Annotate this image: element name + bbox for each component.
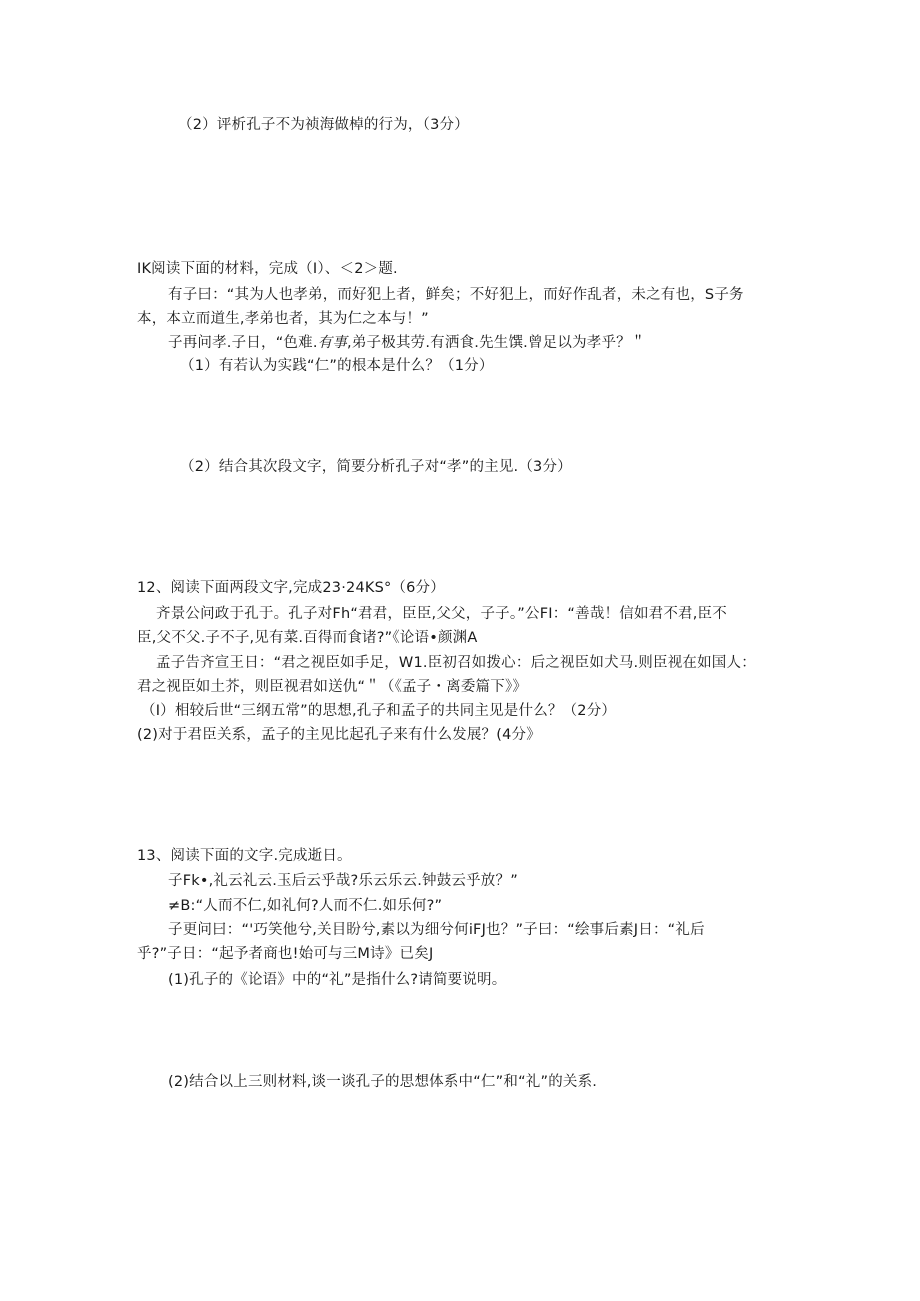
q-ik-passage1-line1: 有子曰：“其为人也孝弟，而好犯上者，鲜矣；不好犯上，而好作乱者，未之有也，S子务 [168, 287, 744, 303]
q13-line3: 子更问曰：“'巧笑他兮,关目盼兮,素以为细兮何iFJ也？”子曰：“绘事后素J日：“礼后 [168, 922, 705, 938]
q-ik-passage1-line2: 本，本立而道生,孝弟也者，其为仁之本与！” [137, 311, 429, 327]
q-ik-passage2-b: ,弟子极其劳.有洒食.先生馔.曾足以为孝乎？＂ [347, 335, 646, 351]
q12-para2-line2: 君之视臣如土芥，则臣视君如送仇“＂（《孟子・离委篇下》》 [137, 679, 528, 695]
q13-part1: (1)孔子的《论语》中的“礼”是指什么?请简要说明。 [168, 972, 507, 988]
q13-line4: 乎?”子日：“起予者商也!始可与三M诗》已矣J [137, 946, 434, 962]
q-ik-heading: IK阅读下面的材料，完成（I）、＜2＞题. [137, 261, 398, 277]
q13-heading: 13、阅读下面的文字.完成逝日。 [137, 848, 352, 864]
q12-para1-line2: 臣,父不父.子不子,见有菜.百得而食诸?”《论语•颜渊A [137, 630, 478, 646]
q13-part2: (2)结合以上三则材料,谈一谈孔子的思想体系中“仁”和“礼”的关系. [168, 1074, 598, 1090]
q12-para1-line1: 齐景公问政于孔于。孔子对Fh“君君，臣臣,父父，子子。”公FI：“善哉！信如君不君,臣不 [156, 606, 727, 622]
q-ik-part1: （1）有若认为实践“仁”的根本是什么？（1分） [180, 358, 494, 374]
q-ik-passage2-a: 子再问孝.子日，“色难. [168, 335, 318, 351]
q-ik-passage2-italic: 有事 [317, 335, 348, 351]
q-ik-part2: （2）结合其次段文字，简要分析孔子对“孝”的主见.（3分） [180, 459, 572, 475]
q-ik-passage2 [168, 333, 646, 353]
q12-heading: 12、阅读下面两段文字,完成23·24KS°（6分） [137, 580, 445, 596]
q13-line2: ≠B:“人而不仁,如礼何?人而不仁.如乐何?” [168, 898, 443, 914]
q12-para2-line1: 孟子告齐宣王日：“君之视臣如手足，W1.臣初召如拨心：后之视臣如犬马.则臣视在如国人： [156, 655, 756, 671]
q12-part2: (2)对于君臣关系，孟子的主见比起孔子来有什么发展？(4分》 [137, 727, 541, 743]
q12-part1: （I）相较后世“三纲五常”的思想,孔子和孟子的共同主见是什么？（2分） [141, 703, 617, 719]
q13-line1: 子Fk•,礼云礼云.玉后云乎哉?乐云乐云.钟鼓云乎放？” [168, 873, 518, 889]
q11-part2: （2）评析孔子不为祯海做棹的行为，（3分） [178, 117, 469, 133]
